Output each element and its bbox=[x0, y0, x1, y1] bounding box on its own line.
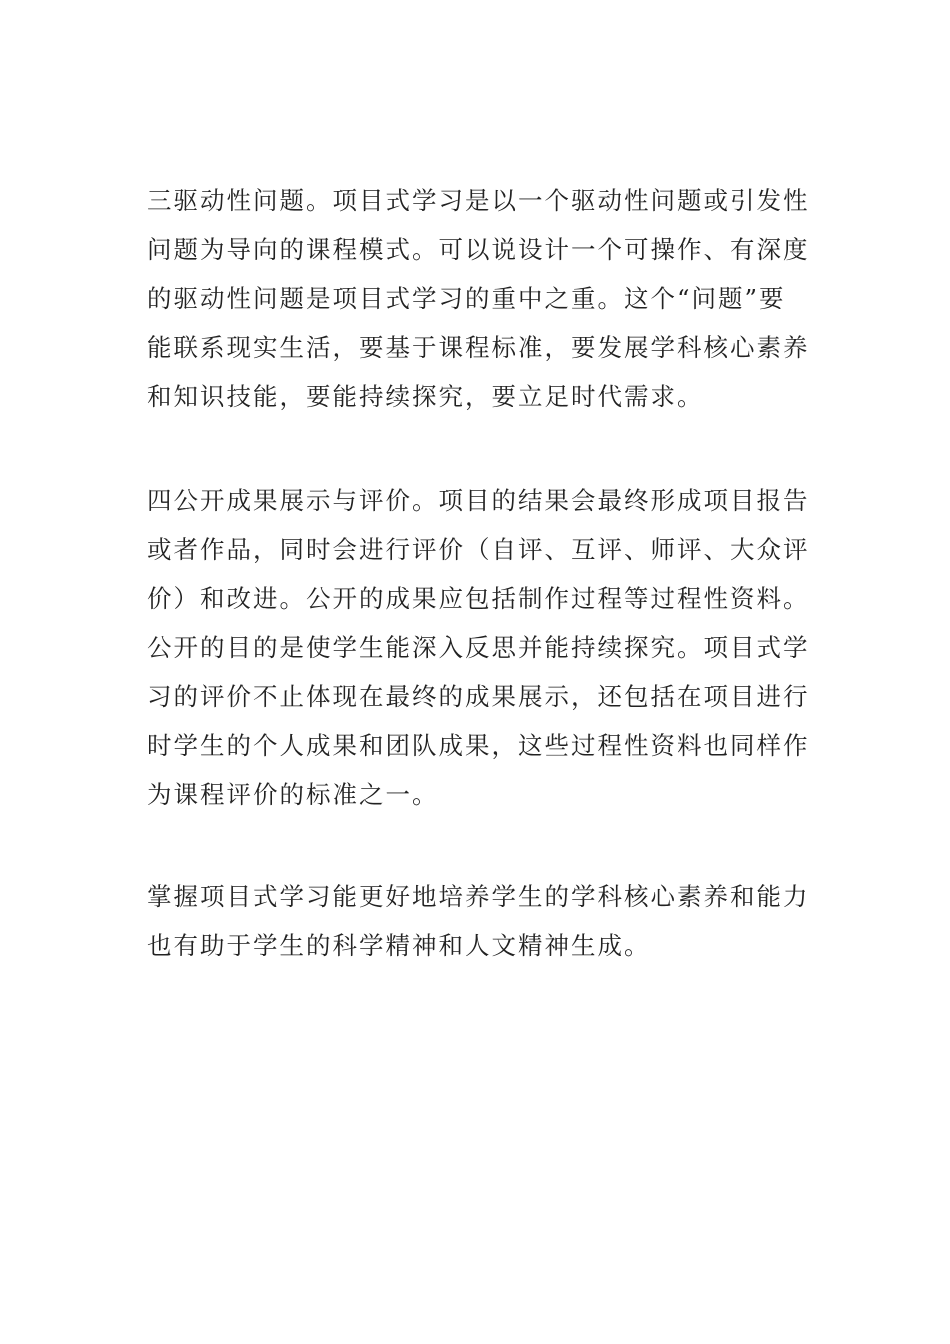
paragraph-conclusion bbox=[147, 872, 827, 970]
text-line: 的驱动性问题是项目式学习的重中之重。这个“问题”要 bbox=[147, 284, 786, 313]
text-line: 习的评价不止体现在最终的成果展示，还包括在项目进行 bbox=[147, 682, 810, 711]
text-line: 也有助于学生的科学精神和人文精神生成。 bbox=[147, 931, 651, 960]
text-line: 或者作品，同时会进行评价（自评、互评、师评、大众评 bbox=[147, 535, 810, 564]
text-line: 为课程评价的标准之一。 bbox=[147, 780, 439, 809]
text-line: 能联系现实生活，要基于课程标准，要发展学科核心素养 bbox=[147, 333, 810, 362]
paragraph-public-presentation bbox=[147, 476, 827, 819]
text-line: 公开的目的是使学生能深入反思并能持续探究。项目式学 bbox=[147, 633, 810, 662]
text-line: 三驱动性问题。项目式学习是以一个驱动性问题或引发性 bbox=[147, 186, 810, 215]
paragraph-driving-question bbox=[147, 176, 827, 421]
text-line: 问题为导向的课程模式。可以说设计一个可操作、有深度 bbox=[147, 235, 810, 264]
text-line: 价）和改进。公开的成果应包括制作过程等过程性资料。 bbox=[147, 584, 810, 613]
text-line: 掌握项目式学习能更好地培养学生的学科核心素养和能力 bbox=[147, 882, 810, 911]
text-line: 时学生的个人成果和团队成果，这些过程性资料也同样作 bbox=[147, 731, 810, 760]
text-line: 四公开成果展示与评价。项目的结果会最终形成项目报告 bbox=[147, 486, 810, 515]
text-line: 和知识技能，要能持续探究，要立足时代需求。 bbox=[147, 382, 704, 411]
